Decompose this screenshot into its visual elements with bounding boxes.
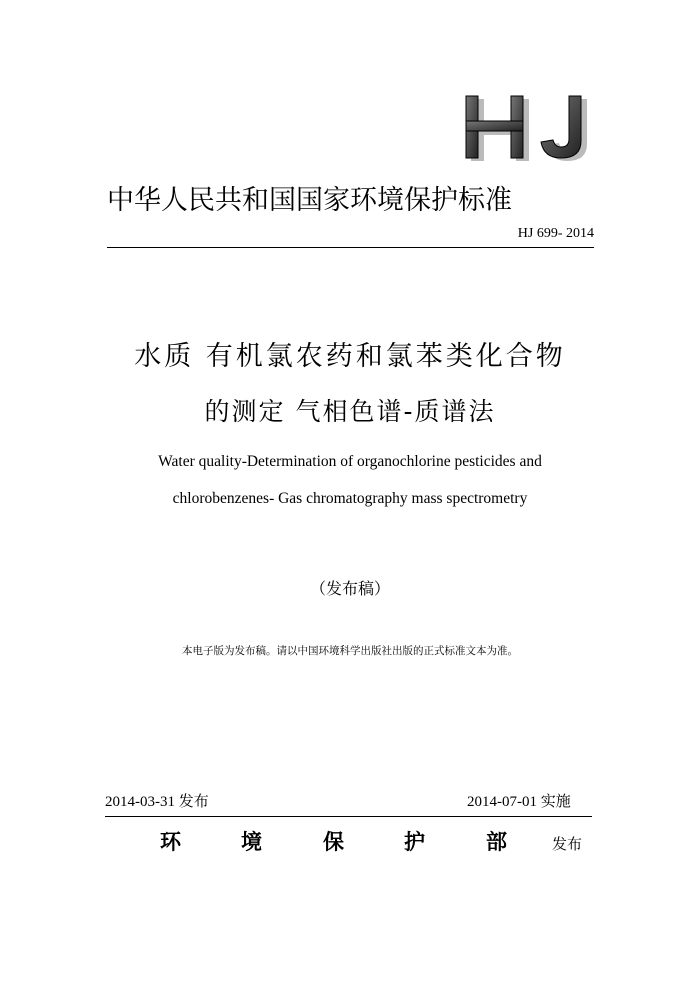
footer-divider: [105, 816, 592, 817]
title-zh-line2: 的测定 气相色谱-质谱法: [204, 397, 496, 426]
logo-text: HJ: [462, 95, 464, 96]
standard-code: HJ 699- 2014: [517, 226, 594, 241]
implement-date: 2014-07-01 实施: [467, 794, 571, 810]
title-zh-line1: 水质 有机氯农药和氯苯类化合物: [134, 341, 566, 372]
ministry-char: 部: [486, 830, 507, 854]
title-en-line2: chlorobenzenes- Gas chromatography mass spectrometry: [172, 490, 528, 507]
ministry-char: 境: [241, 830, 262, 854]
ministry-char: 护: [404, 830, 425, 854]
issued-label: 发布: [552, 835, 583, 853]
hj-logo: [462, 95, 587, 163]
document-status: （发布稿）: [309, 579, 390, 598]
title-en-line1: Water quality-Determination of organochlorine pesticides and: [158, 453, 542, 470]
publish-date: 2014-03-31 发布: [105, 794, 209, 810]
edition-note: 本电子版为发布稿。请以中国环境科学出版社出版的正式标准文本为准。: [182, 645, 518, 657]
organization-title: 中华人民共和国国家环境保护标准: [107, 185, 512, 216]
ministry-char: 环: [160, 830, 181, 854]
ministry-char: 保: [323, 830, 344, 854]
header-divider: [107, 247, 594, 248]
